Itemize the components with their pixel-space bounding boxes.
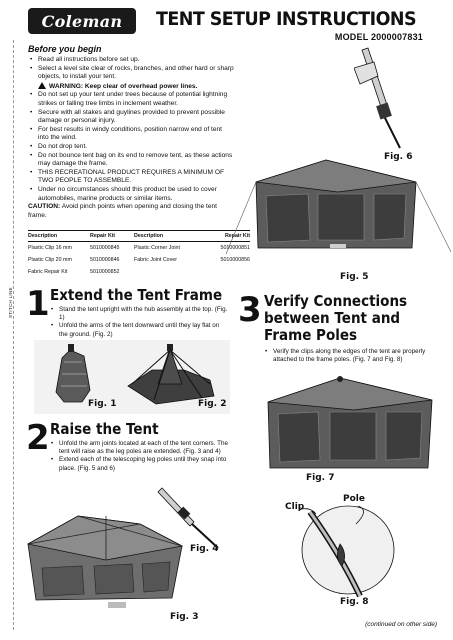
warning-text: WARNING: Keep clear of overhead power lines. <box>49 82 198 90</box>
fig-8-illustration <box>300 494 420 598</box>
fig-3-label: Fig. 3 <box>170 612 199 622</box>
fig-7-illustration <box>256 372 446 472</box>
fig-7-label: Fig. 7 <box>306 473 335 483</box>
warning-icon <box>38 82 46 89</box>
fig-6-illustration <box>354 46 414 150</box>
coleman-logo <box>28 8 136 34</box>
table-cell: 5010000851 <box>220 245 250 251</box>
before-list <box>28 56 234 220</box>
table-cell: 5010000846 <box>90 257 120 263</box>
table-cell: Plastic Clip 20 mm <box>28 257 72 263</box>
list-item: • Secure with all stakes and guylines provided to prevent possible damage or personal injury. <box>28 109 234 126</box>
list-item: • THIS RECREATIONAL PRODUCT REQUIRES A MINIMUM OF TWO PEOPLE TO ASSEMBLE. <box>28 169 234 186</box>
list-item: • Do not drop tent. <box>28 143 234 152</box>
list-item: • Select a level site clear of rocks, branches, and other hard or sharp objects, to install your tent. <box>28 65 234 82</box>
step-3-body <box>264 348 444 364</box>
list-item: • Verify the clips along the edges of the tent are properly attached to the frame poles. (Fig. 7 and Fig. 8) <box>264 348 444 364</box>
model-number: MODEL 2000007831 <box>334 32 423 42</box>
table-cell: 5010000856 <box>220 257 250 263</box>
clip-callout: Clip <box>285 502 305 512</box>
caution-text: Avoid pinch points when opening and closing the tent frame. <box>28 203 218 219</box>
page-title: TENT SETUP INSTRUCTIONS <box>156 8 416 30</box>
table-header <box>28 230 250 242</box>
table-row <box>28 242 250 254</box>
table-cell: Plastic Corner Joint <box>134 245 180 251</box>
fig-5-label: Fig. 5 <box>340 272 369 282</box>
list-item: • Extend each of the telescoping leg poles until they snap into place. (Fig. 5 and 6) <box>50 456 230 472</box>
standing-tent-drawing <box>226 160 451 254</box>
stitch-line-label: STITCH LINE <box>8 287 13 318</box>
continued-note: (continued on other side) <box>365 621 437 628</box>
table-cell: 5010000845 <box>90 245 120 251</box>
table-cell: 5010000852 <box>90 269 120 275</box>
column-header: Repair Kit <box>90 233 116 239</box>
fig-2-label: Fig. 2 <box>198 399 227 409</box>
fig-4-label: Fig. 4 <box>190 544 219 554</box>
tent-clips-drawing <box>268 376 432 468</box>
step-3-title <box>264 293 407 344</box>
fig-5-illustration <box>226 152 451 256</box>
step-3-number: 3 <box>238 290 261 330</box>
fig-1-label: Fig. 1 <box>88 399 117 409</box>
table-cell: Plastic Clip 16 mm <box>28 245 72 251</box>
table-cell: Fabric Joint Cover <box>134 257 177 263</box>
table-cell <box>198 269 250 278</box>
pole-callout: Pole <box>343 494 365 504</box>
list-item: • Do not set up your tent under trees because of potential lightning strikes or falling tree limbs in inclement weather. <box>28 91 234 108</box>
before-heading: Before you begin <box>28 44 102 54</box>
step-3-title-line: Frame Poles <box>264 326 358 344</box>
list-item: • For best results in windy conditions, position narrow end of tent into the wind. <box>28 126 234 143</box>
column-header: Description <box>134 233 164 239</box>
caution-label: CAUTION: <box>28 203 61 211</box>
telescoping-pole-drawing <box>354 48 400 148</box>
step-3-title-line: between Tent and <box>264 309 401 327</box>
step-2-body <box>50 440 230 473</box>
step-2-title: Raise the Tent <box>50 420 159 438</box>
fig-6-label: Fig. 6 <box>384 152 413 162</box>
step-2-number: 2 <box>26 418 49 458</box>
table-cell <box>134 269 198 278</box>
list-item: • Under no circumstances should this product be used to cover automobiles, marine products or similar items. <box>28 186 234 203</box>
step-1-body <box>50 306 228 339</box>
column-header: Repair Kit <box>224 233 250 239</box>
list-item: • Unfold the arms of the tent downward until they lay flat on the ground. (Fig. 2) <box>50 322 228 338</box>
table-row <box>28 266 250 278</box>
brand-name: Coleman <box>41 11 123 31</box>
stitch-line <box>13 40 14 630</box>
warning-line <box>28 82 234 92</box>
list-item: • Unfold the arm joints located at each of the tent corners. The tent will raise as the leg poles are extended. (Fig. 3 and 4) <box>50 440 230 456</box>
list-item: • Do not bounce tent bag on its end to remove tent, as these actions may damage the frame. <box>28 152 234 169</box>
repair-kit-table <box>28 230 250 278</box>
list-item: • Stand the tent upright with the hub assembly at the top. (Fig. 1) <box>50 306 228 322</box>
fig-8-label: Fig. 8 <box>340 597 369 607</box>
step-3-title-line: Verify Connections <box>264 292 408 310</box>
step-1-title: Extend the Tent Frame <box>50 286 223 304</box>
list-item: • Read all instructions before set up. <box>28 56 234 65</box>
table-row <box>28 254 250 266</box>
caution-line <box>28 203 234 220</box>
step-1-number: 1 <box>26 284 49 324</box>
table-cell: Fabric Repair Kit <box>28 269 68 275</box>
raising-tent-drawing <box>28 516 182 608</box>
column-header: Description <box>28 233 58 239</box>
